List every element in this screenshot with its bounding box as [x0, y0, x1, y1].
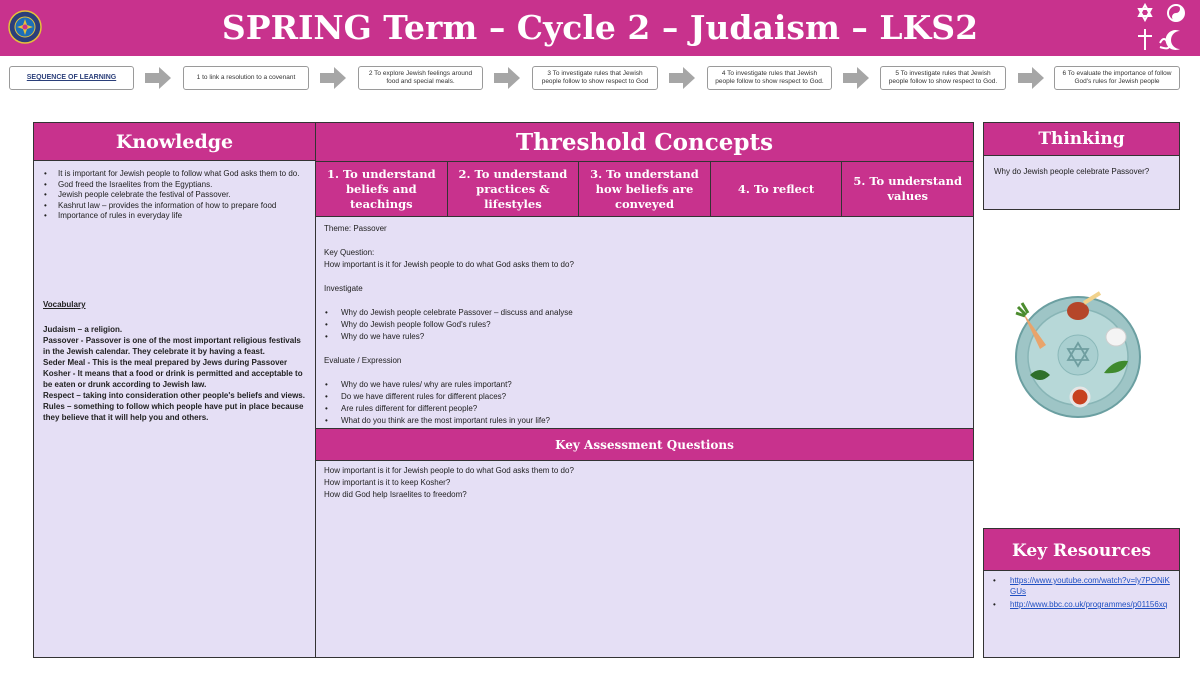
concept-beliefs: 1. To understand beliefs and teachings — [316, 162, 448, 216]
knowledge-point: • Jewish people celebrate the festival of Passover. — [42, 190, 307, 201]
key-question: How important is it for Jewish people to do what God asks them to do? — [324, 260, 574, 269]
concept-practices: 2. To understand practices & lifestyles — [448, 162, 580, 216]
assessment-question: How important is it to keep Kosher? — [324, 478, 451, 487]
faith-symbols-icon — [1136, 3, 1188, 53]
knowledge-list — [34, 161, 315, 222]
sequence-step-4[interactable]: 4 To investigate rules that Jewish people follow to show respect to God. — [707, 66, 832, 90]
theme-text: Theme: Passover — [324, 224, 387, 233]
concept-values: 5. To understand values — [842, 162, 973, 216]
knowledge-panel — [33, 122, 316, 658]
resources-list — [984, 571, 1179, 610]
header-banner — [0, 0, 1200, 56]
sequence-heading[interactable]: SEQUENCE OF LEARNING — [9, 66, 134, 90]
resource-item — [992, 599, 1171, 610]
page-title: SPRING Term – Cycle 2 – Judaism – LKS2 — [221, 8, 979, 47]
knowledge-point: • Kashrut law – provides the information of how to prepare food — [42, 201, 307, 212]
evaluate-item: • Do we have different rules for different places? — [324, 391, 965, 403]
key-question-label: Key Question: — [324, 248, 375, 257]
vocab-entry: Kosher - It means that a food or drink is permitted and acceptable to be eaten or drunk according to Jewish law. — [43, 369, 303, 389]
knowledge-heading: Knowledge — [34, 123, 315, 161]
vocab-entry: Rules – something to follow which people have put in place because they believe that it will help you and others. — [43, 402, 304, 422]
knowledge-point: • God freed the Israelites from the Egyptians. — [42, 180, 307, 191]
assessment-question: How important is it for Jewish people to do what God asks them to do? — [324, 466, 574, 475]
youtube-link[interactable]: https://www.youtube.com/watch?v=ly7PONiKGUs — [1010, 576, 1170, 596]
investigate-item: • Why do we have rules? — [324, 331, 965, 343]
arrow-right-icon — [669, 67, 695, 89]
evaluate-item: • What do you think are the most important rules in your life? — [324, 415, 965, 427]
lesson-body — [316, 217, 973, 428]
knowledge-point: • Importance of rules in everyday life — [42, 211, 307, 222]
arrow-right-icon — [843, 67, 869, 89]
sequence-step-2[interactable]: 2 To explore Jewish feelings around food and special meals. — [358, 66, 483, 90]
thinking-heading: Thinking — [984, 123, 1179, 156]
thinking-panel — [983, 122, 1180, 210]
vocab-entry: Respect – taking into consideration other people's beliefs and views. — [43, 391, 305, 400]
investigate-list — [324, 307, 965, 343]
vocab-entry: Judaism – a religion. — [43, 325, 123, 334]
sequence-step-3[interactable]: 3 To investigate rules that Jewish people follow to show respect to God — [532, 66, 658, 90]
threshold-heading: Threshold Concepts — [316, 123, 973, 161]
knowledge-point: • It is important for Jewish people to follow what God asks them to do. — [42, 169, 307, 180]
thinking-question: Why do Jewish people celebrate Passover? — [994, 167, 1150, 176]
threshold-concepts-panel — [315, 122, 974, 658]
arrow-right-icon — [145, 67, 171, 89]
resources-heading: Key Resources — [984, 529, 1179, 571]
arrow-right-icon — [320, 67, 346, 89]
investigate-label: Investigate — [324, 284, 363, 293]
evaluate-list — [324, 379, 965, 427]
vocab-entry: Seder Meal - This is the meal prepared by Jews during Passover — [43, 358, 288, 367]
vocabulary-list — [43, 324, 305, 423]
assessment-question: How did God help Israelites to freedom? — [324, 490, 467, 499]
sequence-step-5[interactable]: 5 To investigate rules that Jewish people follow to show respect to God. — [880, 66, 1006, 90]
sequence-step-1[interactable]: 1 to link a resolution to a covenant — [183, 66, 309, 90]
investigate-item: • Why do Jewish people celebrate Passover – discuss and analyse — [324, 307, 965, 319]
arrow-right-icon — [494, 67, 520, 89]
vocab-entry: Passover - Passover is one of the most important religious festivals in the Jewish calendar. They celebrate it by having a feast. — [43, 336, 301, 356]
concept-reflect: 4. To reflect — [711, 162, 843, 216]
key-assessment-list — [316, 461, 973, 505]
evaluate-label: Evaluate / Expression — [324, 356, 402, 365]
arrow-right-icon — [1018, 67, 1044, 89]
seder-plate-image — [1008, 289, 1146, 421]
sequence-step-6[interactable]: 6 To evaluate the importance of follow God's rules for Jewish people — [1054, 66, 1180, 90]
school-crest-logo — [7, 7, 43, 47]
evaluate-item: • Why do we have rules/ why are rules important? — [324, 379, 965, 391]
evaluate-item: • Are rules different for different people? — [324, 403, 965, 415]
resource-item — [992, 575, 1171, 597]
investigate-item: • Why do Jewish people follow God's rules? — [324, 319, 965, 331]
key-assessment-heading: Key Assessment Questions — [316, 428, 973, 461]
bbc-link[interactable]: http://www.bbc.co.uk/programmes/p01156xq — [1010, 600, 1168, 609]
concept-conveyed: 3. To understand how beliefs are conveyed — [579, 162, 711, 216]
key-resources-panel — [983, 528, 1180, 658]
vocabulary-heading: Vocabulary — [43, 300, 86, 309]
concept-row — [316, 161, 973, 217]
